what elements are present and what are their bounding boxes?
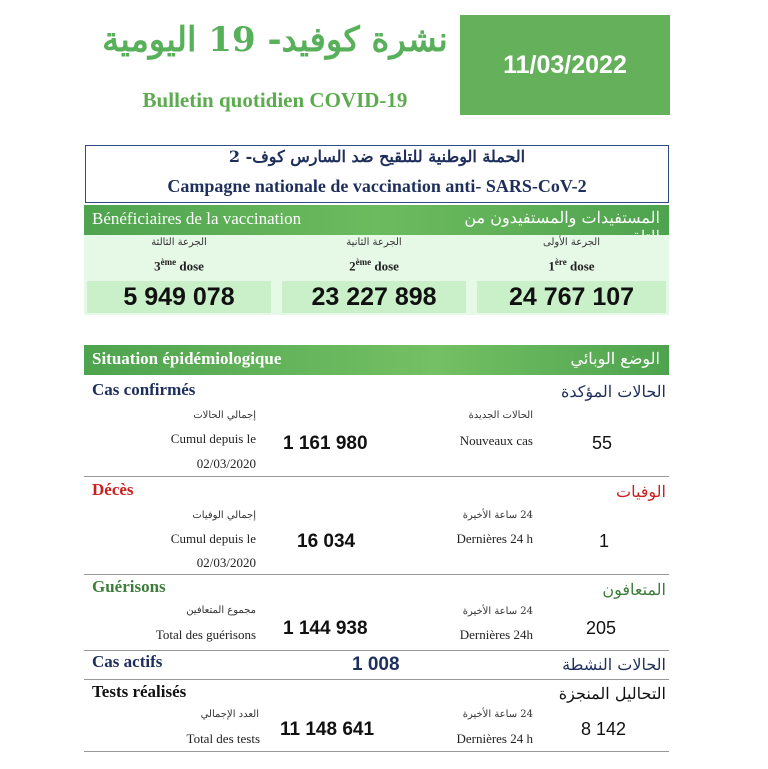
deaths-total-value: 16 034 <box>297 531 356 552</box>
recoveries-label-ar: المتعافون <box>602 580 666 599</box>
tests-new-label-fr: Dernières 24 h <box>456 731 533 746</box>
active-label-ar: الحالات النشطة <box>562 655 666 674</box>
divider <box>84 650 669 651</box>
recoveries-new-value: 205 <box>586 618 617 638</box>
campaign-title-fr: Campagne nationale de vaccination anti- SARS-CoV-2 <box>167 176 587 196</box>
dose-third-label-ar: الجرعة الثالثة <box>151 237 207 248</box>
dose-second-word: dose <box>374 258 399 274</box>
confirmed-label-fr: Cas confirmés <box>92 380 196 399</box>
dose-first <box>474 235 669 315</box>
confirmed-total-label-ar: إجمالي الحالات <box>193 410 256 421</box>
recoveries-new-label-fr: Dernières 24h <box>459 627 533 642</box>
dose-first-sup: ère <box>554 257 567 267</box>
divider <box>84 751 669 752</box>
deaths-total-label-ar: إجمالي الوفيات <box>192 510 256 521</box>
bulletin-title-fr: Bulletin quotidien COVID-19 <box>142 88 408 112</box>
campaign-title-ar: الحملة الوطنية للتلقيح ضد السارس كوف- 2 <box>228 147 526 166</box>
dose-third-ordinal: 3 <box>154 258 161 274</box>
beneficiaries-label-fr: Bénéficiaires de la vaccination <box>92 209 302 228</box>
dose-second-sup: ème <box>355 257 372 267</box>
recoveries-label-fr: Guérisons <box>92 577 166 596</box>
tests-new-value: 8 142 <box>581 719 627 739</box>
dose-first-ordinal: 1 <box>548 258 555 274</box>
confirmed-new-label-ar: الحالات الجديدة <box>468 410 533 421</box>
dose-second-label-fr <box>279 257 469 274</box>
confirmed-total-label-fr-2: 02/03/2020 <box>196 456 256 471</box>
dose-first-value: 24 767 107 <box>477 281 666 313</box>
dose-third-word: dose <box>179 258 204 274</box>
dose-second-label-ar: الجرعة الثانية <box>346 237 402 248</box>
recoveries-total-label-fr: Total des guérisons <box>155 627 256 642</box>
recoveries-total-value: 1 144 938 <box>283 618 368 639</box>
divider <box>84 574 669 575</box>
deaths-new-label-ar: 24 ساعة الأخيرة <box>462 510 533 521</box>
dose-third-label-fr <box>84 257 274 274</box>
tests-total-label-fr: Total des tests <box>186 731 260 746</box>
deaths-new-label-fr: Dernières 24 h <box>456 531 533 546</box>
confirmed-new-label-fr: Nouveaux cas <box>459 433 533 448</box>
situation-title-fr: Situation épidémiologique <box>92 349 282 368</box>
bulletin-title-ar: نشرة كوفيد- 19 اليومية <box>102 20 448 60</box>
dose-third <box>84 235 274 315</box>
tests-total-label-ar: العدد الإجمالي <box>200 709 259 720</box>
confirmed-total-label-fr-1: Cumul depuis le <box>170 431 256 446</box>
beneficiaries-label-ar: المستفيدات والمستفيدون من <box>464 208 660 227</box>
confirmed-total-value: 1 161 980 <box>283 433 368 454</box>
divider <box>84 679 669 680</box>
divider <box>84 476 669 477</box>
deaths-label-ar: الوفيات <box>616 482 666 501</box>
deaths-total-label-fr-1: Cumul depuis le <box>170 531 256 546</box>
tests-label-ar: التحاليل المنجزة <box>558 684 666 703</box>
bulletin-date: 11/03/2022 <box>460 15 670 115</box>
dose-third-value: 5 949 078 <box>87 281 271 313</box>
dose-first-word: dose <box>570 258 595 274</box>
dose-second-value: 23 227 898 <box>282 281 466 313</box>
dose-first-label-fr <box>474 257 669 274</box>
confirmed-new-value: 55 <box>592 433 613 453</box>
dose-first-label-ar: الجرعة الأولى <box>543 237 600 248</box>
deaths-new-value: 1 <box>599 531 610 551</box>
tests-label-fr: Tests réalisés <box>92 682 187 701</box>
dose-panel <box>84 235 669 315</box>
situation-title-ar: الوضع الوبائي <box>570 349 660 368</box>
active-label-fr: Cas actifs <box>92 652 163 671</box>
dose-second <box>279 235 469 315</box>
recoveries-new-label-ar: 24 ساعة الأخيرة <box>462 606 533 617</box>
recoveries-total-label-ar: مجموع المتعافين <box>186 605 256 616</box>
deaths-label-fr: Décès <box>92 480 134 499</box>
dose-third-sup: ème <box>160 257 177 267</box>
dose-second-ordinal: 2 <box>349 258 356 274</box>
tests-new-label-ar: 24 ساعة الأخيرة <box>462 709 533 720</box>
tests-total-value: 11 148 641 <box>280 719 375 740</box>
active-value: 1 008 <box>352 654 400 675</box>
confirmed-label-ar: الحالات المؤكدة <box>560 382 666 401</box>
deaths-total-label-fr-2: 02/03/2020 <box>196 555 256 570</box>
